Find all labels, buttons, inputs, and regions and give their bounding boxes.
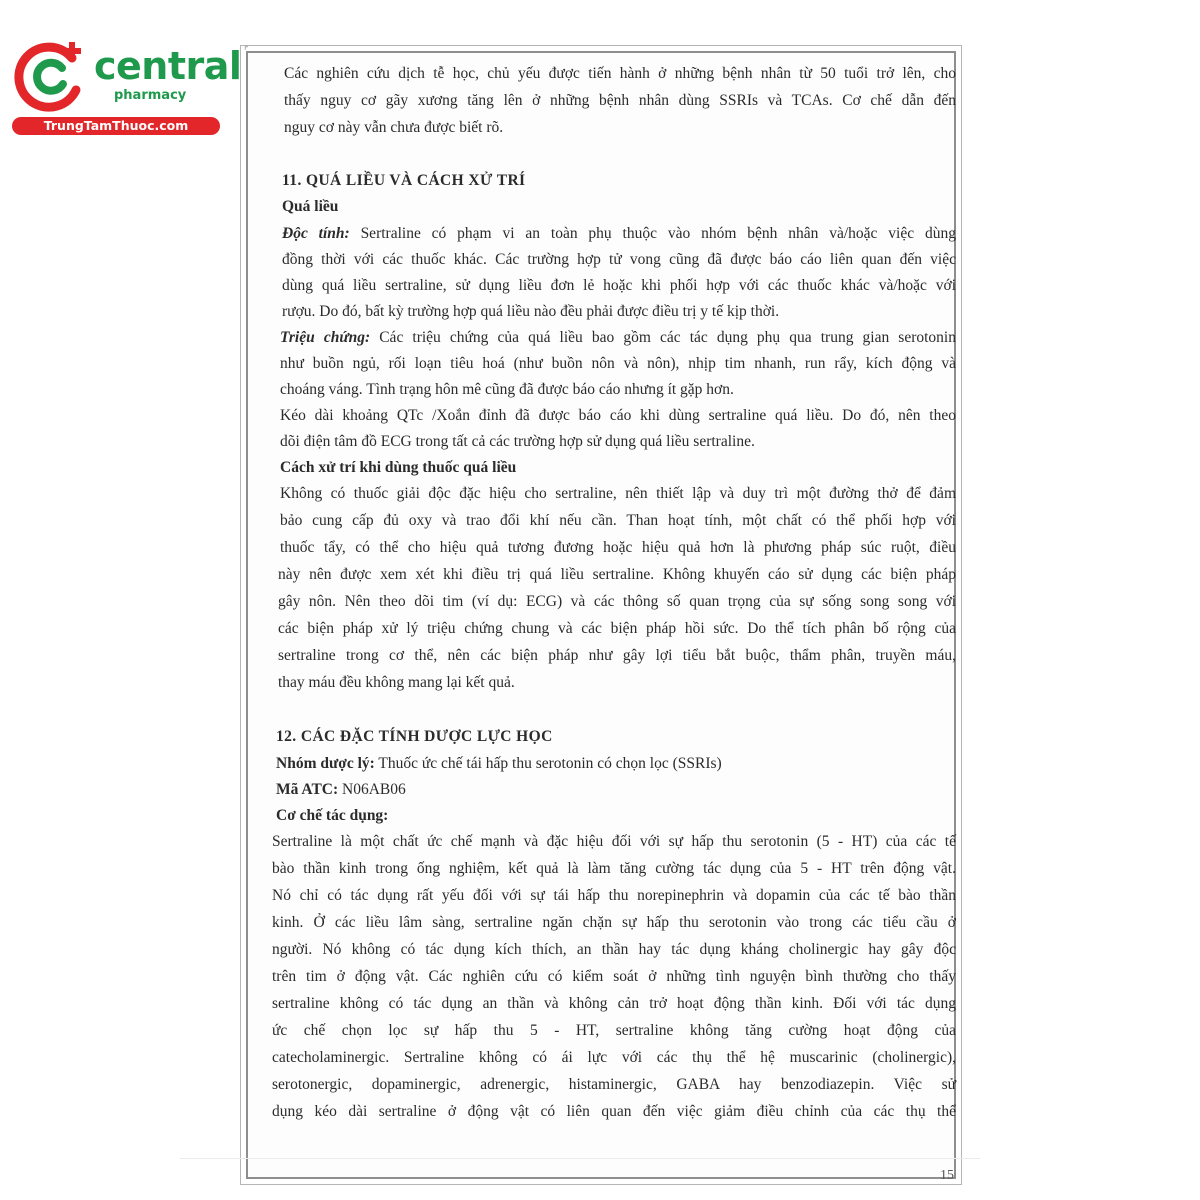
label-symptoms: Triệu chứng: — [280, 329, 371, 346]
paragraph-line: Các nghiên cứu dịch tễ học, chủ yếu được tiến hành ở những bệnh nhân từ 50 tuổi trở lên, cho — [284, 65, 956, 82]
paragraph-line: choáng váng. Tình trạng hôn mê cũng đã được báo cáo nhưng ít gặp hơn. — [280, 381, 734, 398]
paragraph-line: serotonergic, dopaminergic, adrenergic, histaminergic, GABA hay benzodiazepin. Việc sử — [272, 1076, 956, 1093]
brand-logo — [10, 38, 242, 138]
paragraph-line: sertraline không có tác dụng an thần và không cản trở hoạt động thần kinh. Đối với tác dụng — [272, 995, 956, 1012]
logo-website-banner: TrungTamThuoc.com — [12, 117, 220, 135]
paragraph-line: trên tim ở động vật. Các nghiên cứu có kiểm soát ở những tình nguyện bình thường cho thấy — [272, 968, 956, 985]
section-heading-overdose: 11. QUÁ LIỀU VÀ CÁCH XỬ TRÍ — [282, 172, 526, 189]
atc-code: Mã ATC: N06AB06 — [276, 781, 406, 798]
paragraph-line: thay máu đều không mang lại kết quả. — [278, 674, 515, 691]
paragraph-line: gây nôn. Nên theo dõi tim (ví dụ: ECG) và các thông số quan trọng của sự sống song song với — [278, 593, 956, 610]
paragraph-line: thấy nguy cơ gãy xương tăng lên ở những bệnh nhân dùng SSRIs và TCAs. Cơ chế dẫn đến — [284, 92, 956, 109]
pharmacological-group: Nhóm dược lý: Thuốc ức chế tái hấp thu serotonin có chọn lọc (SSRIs) — [276, 755, 722, 772]
paragraph-line: các biện pháp xử lý triệu chứng chung và các biện pháp hồi sức. Do thể tích phân bố rộng của — [278, 620, 956, 637]
corner-mark: ⌞ — [246, 1170, 251, 1181]
section-heading-pharmacodynamics: 12. CÁC ĐẶC TÍNH DƯỢC LỰC HỌC — [276, 728, 553, 745]
paragraph-line: Sertraline là một chất ức chế mạnh và đặc hiệu đối với sự hấp thu serotonin (5 - HT) của các tế — [272, 833, 956, 850]
subheading-mechanism: Cơ chế tác dụng: — [276, 807, 389, 824]
paragraph-line: dùng quá liều sertraline, sử dụng liều đơn lẻ hoặc khi phối hợp với các thuốc khác và/hoặc với — [282, 277, 956, 294]
paragraph-line: bảo cung cấp đủ oxy và trao đổi khí nếu cần. Than hoạt tính, một chất có thể phối hợp với — [280, 512, 956, 529]
paragraph-line: đồng thời với các thuốc khác. Các trường hợp tử vong cũng đã được báo cáo liên quan đến việc — [282, 251, 956, 268]
subheading-overdose: Quá liều — [282, 198, 339, 215]
paragraph-line: rượu. Do đó, bất kỳ trường hợp quá liều nào đều phải được điều trị y tế kịp thời. — [282, 303, 780, 320]
paragraph-line: dõi điện tâm đồ ECG trong tất cả các trường hợp sử dụng quá liều sertraline. — [280, 433, 755, 450]
label-pharmacological-group: Nhóm dược lý: — [276, 755, 375, 772]
paragraph-line: Kéo dài khoảng QTc /Xoắn đỉnh đã được báo cáo khi dùng sertraline quá liều. Do đó, nên theo — [280, 407, 956, 424]
paragraph-line: kinh. Ở các liều lâm sàng, sertraline ngăn chặn sự hấp thu serotonin vào trong các tiểu cầu ở — [272, 914, 956, 931]
paragraph-line: dụng kéo dài sertraline ở động vật có liên quan đến việc giảm điều chỉnh của các thụ thể — [272, 1103, 956, 1120]
central-pharmacy-logo-icon — [10, 38, 88, 116]
paragraph-line: thuốc tẩy, có thể cho hiệu quả tương đương hoặc hiệu quả hơn là phương pháp súc ruột, điều — [280, 539, 956, 556]
logo-name: central — [94, 44, 242, 88]
label-atc-code: Mã ATC: — [276, 781, 339, 798]
paragraph-line: nguy cơ này vẫn chưa được biết rõ. — [284, 119, 504, 136]
paragraph-line: Nó chỉ có tác dụng rất yếu đối với sự tái hấp thu norepinephrin và dopamin của các tế bào thần — [272, 887, 956, 904]
paragraph-line: Độc tính: Sertraline có phạm vi an toàn phụ thuộc vào nhóm bệnh nhân và/hoặc việc dùng — [282, 225, 956, 242]
page-number: 15 — [940, 1168, 954, 1183]
logo-subtitle: pharmacy — [114, 88, 187, 103]
page-bottom-line — [180, 1158, 980, 1159]
paragraph-line: sertraline trong cơ thể, nên các biện pháp như gây lợi tiểu bắt buộc, thẩm phân, truyền máu, — [278, 647, 956, 664]
paragraph-line: catecholaminergic. Sertraline không có ái lực với các thụ thể hệ muscarinic (cholinergic), — [272, 1049, 956, 1066]
paragraph-line: bào thần kinh trong ống nghiệm, kết quả là làm tăng cường tác dụng của 5 - HT trên động vật. — [272, 860, 956, 877]
paragraph-line: này nên được xem xét khi điều trị quá liều sertraline. Không khuyến cáo sử dụng các biện pháp — [278, 566, 956, 583]
subheading-overdose-treatment: Cách xử trí khi dùng thuốc quá liều — [280, 459, 517, 476]
paragraph-line: ức chế chọn lọc sự hấp thu 5 - HT, sertraline không tăng cường hoạt động của — [272, 1022, 956, 1039]
paragraph-line: như buồn ngủ, rối loạn tiêu hoá (như buồn nôn và nôn), nhịp tim nhanh, run rẩy, kích động và — [280, 355, 956, 372]
paragraph-line: Không có thuốc giải độc đặc hiệu cho sertraline, nên thiết lập và duy trì một đường thở để đảm — [280, 485, 956, 502]
paragraph-line: Triệu chứng: Các triệu chứng của quá liều bao gồm các tác dụng phụ qua trung gian serotonin — [280, 329, 956, 346]
paragraph-line: người. Nó không có tác dụng kích thích, an thần hay tác dụng kháng cholinergic hay gây độc — [272, 941, 956, 958]
corner-mark: ⌜ — [244, 46, 249, 57]
label-toxicity: Độc tính: — [282, 225, 350, 242]
